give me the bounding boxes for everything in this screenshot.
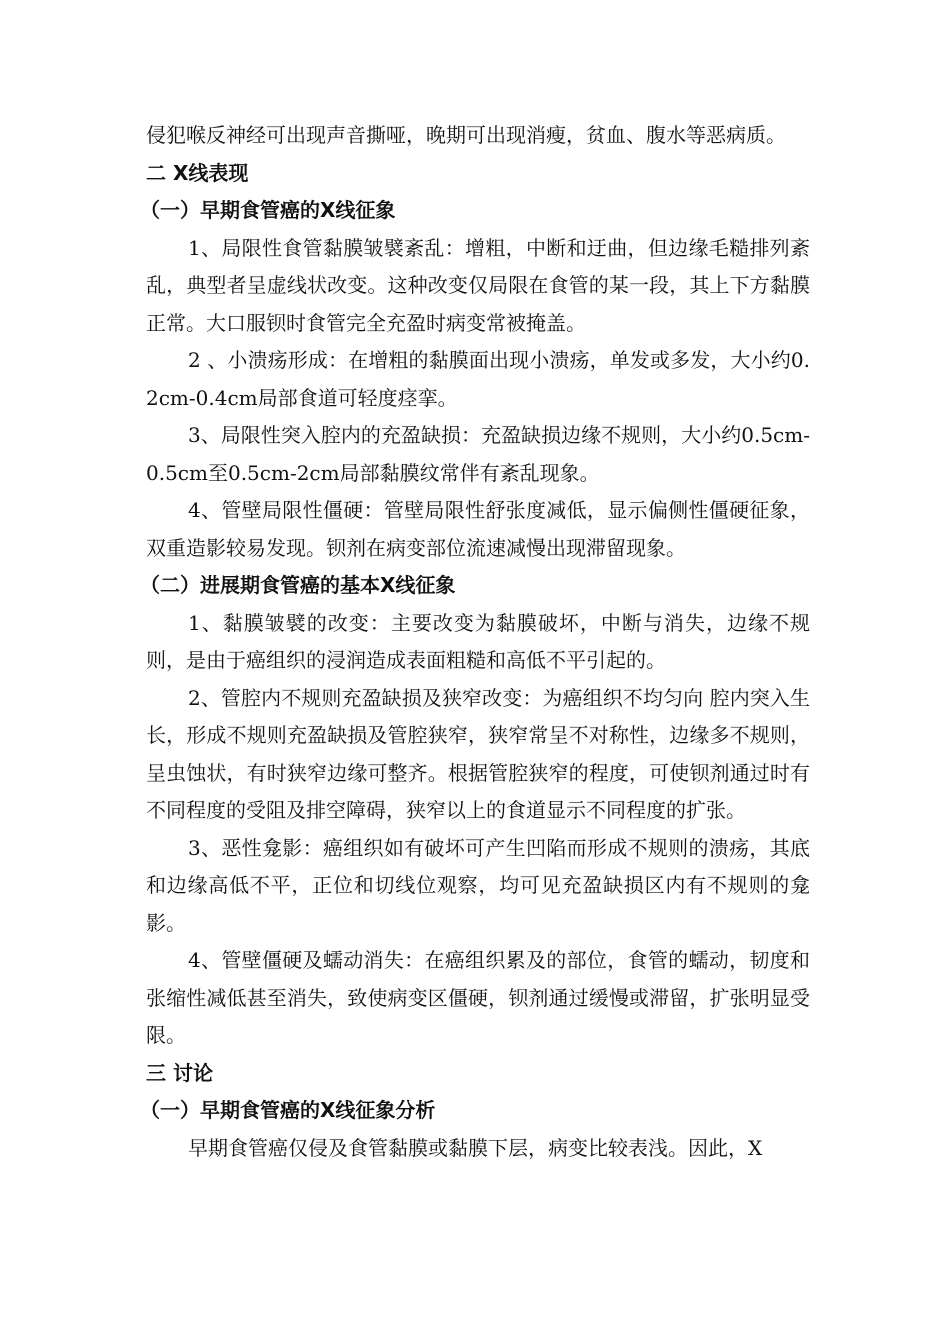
section-heading-x-ray-findings: 二 X线表现	[146, 160, 249, 185]
subsection-heading-early-signs: （一）早期食管癌的X线征象	[140, 198, 396, 222]
paragraph-early-analysis: 早期食管癌仅侵及食管黏膜或黏膜下层，病变比较表浅。因此，X	[188, 1135, 763, 1160]
document-page	[140, 117, 810, 1167]
subsection-heading-early-analysis: （一）早期食管癌的X线征象分析	[140, 1098, 436, 1122]
paragraph-malignant-niche: 3、恶性龛影：癌组织如有破坏可产生凹陷而形成不规则的溃疡，其底和边缘高低不平，正位和切线位观察，均可见充盈缺损区内有不规则的龛影。	[146, 835, 810, 935]
subsection-heading-advanced-signs: （二）进展期食管癌的基本X线征象	[140, 573, 456, 597]
section-heading-discussion: 三 讨论	[146, 1060, 213, 1085]
paragraph-peristalsis-loss: 4、管壁僵硬及蠕动消失：在癌组织累及的部位，食管的蠕动，韧度和张缩性减低甚至消失，致使病变区僵硬，钡剂通过缓慢或滞留，扩张明显受限。	[146, 948, 810, 1047]
paragraph-wall-rigidity: 4、管壁局限性僵硬：管壁局限性舒张度减低，显示偏侧性僵硬征象，双重造影较易发现。钡剂在病变部位流速减慢出现滞留现象。	[146, 498, 810, 560]
paragraph-small-ulcer: 2 、小溃疡形成：在增粗的黏膜面出现小溃疡，单发或多发，大小约0.2cm-0.4cm局部食道可轻度痉挛。	[146, 348, 810, 410]
paragraph-fold-changes: 1、黏膜皱襞的改变：主要改变为黏膜破坏，中断与消失，边缘不规则，是由于癌组织的浸润造成表面粗糙和高低不平引起的。	[146, 610, 810, 672]
paragraph-lumen-stenosis: 2、管腔内不规则充盈缺损及狭窄改变：为癌组织不均匀向 腔内突入生长，形成不规则充盈缺损及管腔狭窄，狭窄常呈不对称性，边缘多不规则，呈虫蚀状，有时狭窄边缘可整齐。根据管腔狭窄的程度，可使钡剂通过时有不同程度的受阻及排空障碍，狭窄以上的食道显示不同程度的扩张。	[146, 685, 810, 822]
paragraph-continuation: 侵犯喉反神经可出现声音撕哑，晚期可出现消瘦，贫血、腹水等恶病质。	[146, 123, 786, 147]
paragraph-filling-defect: 3、局限性突入腔内的充盈缺损：充盈缺损边缘不规则，大小约0.5cm-0.5cm至0.5cm-2cm局部黏膜纹常伴有紊乱现象。	[146, 423, 810, 485]
paragraph-mucosal-folds: 1、局限性食管黏膜皱襞紊乱：增粗，中断和迂曲，但边缘毛糙排列紊乱，典型者呈虚线状改变。这种改变仅局限在食管的某一段，其上下方黏膜正常。大口服钡时食管完全充盈时病变常被掩盖。	[146, 235, 810, 335]
